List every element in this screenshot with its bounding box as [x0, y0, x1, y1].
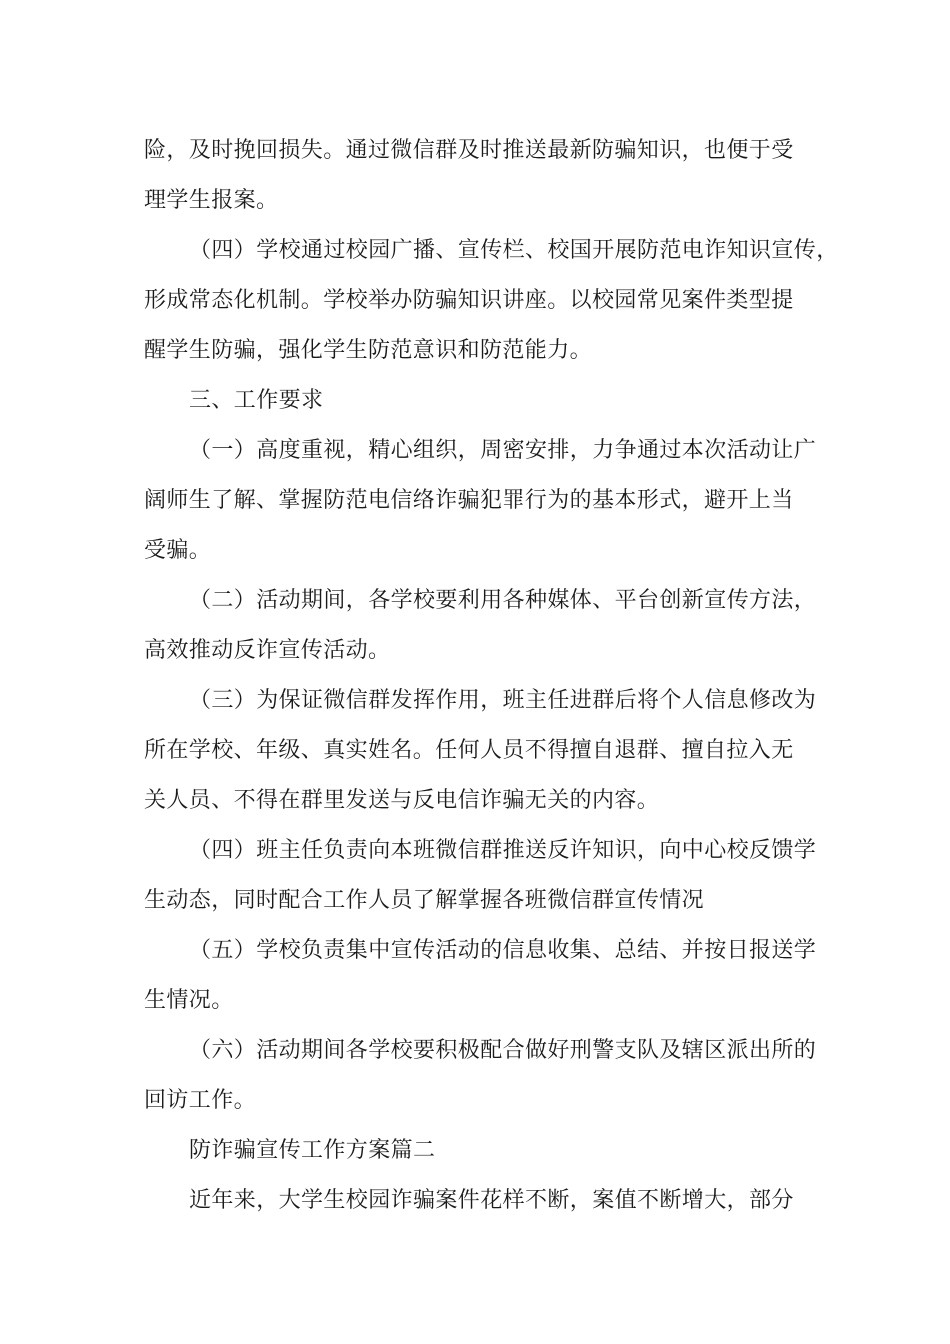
text-line: （一）高度重视，精心组织，周密安排，力争通过本次活动让广 [189, 438, 817, 463]
text-line: （四）班主任负责向本班微信群推送反许知识，向中心校反馈学 [189, 838, 817, 863]
text-line: （三）为保证微信群发挥作用，班主任进群后将个人信息修改为 [189, 688, 817, 713]
text-line: 所在学校、年级、真实姓名。任何人员不得擅自退群、擅自拉入无 [144, 738, 794, 763]
text-line: 理学生报案。 [144, 188, 279, 213]
text-line: （四）学校通过校园广播、宣传栏、校国开展防范电诈知识宣传， [189, 238, 839, 263]
text-line: 阔师生了解、掌握防范电信络诈骗犯罪行为的基本形式，避开上当 [144, 488, 794, 513]
text-line: 醒学生防骗，强化学生防范意识和防范能力。 [144, 338, 593, 363]
text-line: 形成常态化机制。学校举办防骗知识讲座。以校园常见案件类型提 [144, 288, 794, 313]
text-line: 关人员、不得在群里发送与反电信诈骗无关的内容。 [144, 788, 660, 813]
text-line: 高效推动反诈宣传活动。 [144, 638, 391, 663]
section-heading: 防诈骗宣传工作方案篇二 [189, 1138, 436, 1163]
section-heading: 三、工作要求 [189, 388, 324, 413]
text-line: 险，及时挽回损失。通过微信群及时推送最新防骗知识，也便于受 [144, 138, 794, 163]
text-line: 受骗。 [144, 538, 212, 563]
text-line: （二）活动期间，各学校要利用各种媒体、平台创新宣传方法， [189, 588, 817, 613]
text-line: 生情况。 [144, 988, 234, 1013]
text-line: 生动态，同时配合工作人员了解掌握各班微信群宣传情况 [144, 888, 705, 913]
text-line: 近年来，大学生校园诈骗案件花样不断，案值不断增大，部分 [189, 1188, 794, 1213]
text-line: 回访工作。 [144, 1088, 257, 1113]
text-line: （五）学校负责集中宣传活动的信息收集、总结、并按日报送学 [189, 938, 817, 963]
text-line: （六）活动期间各学校要积极配合做好刑警支队及辖区派出所的 [189, 1038, 817, 1063]
